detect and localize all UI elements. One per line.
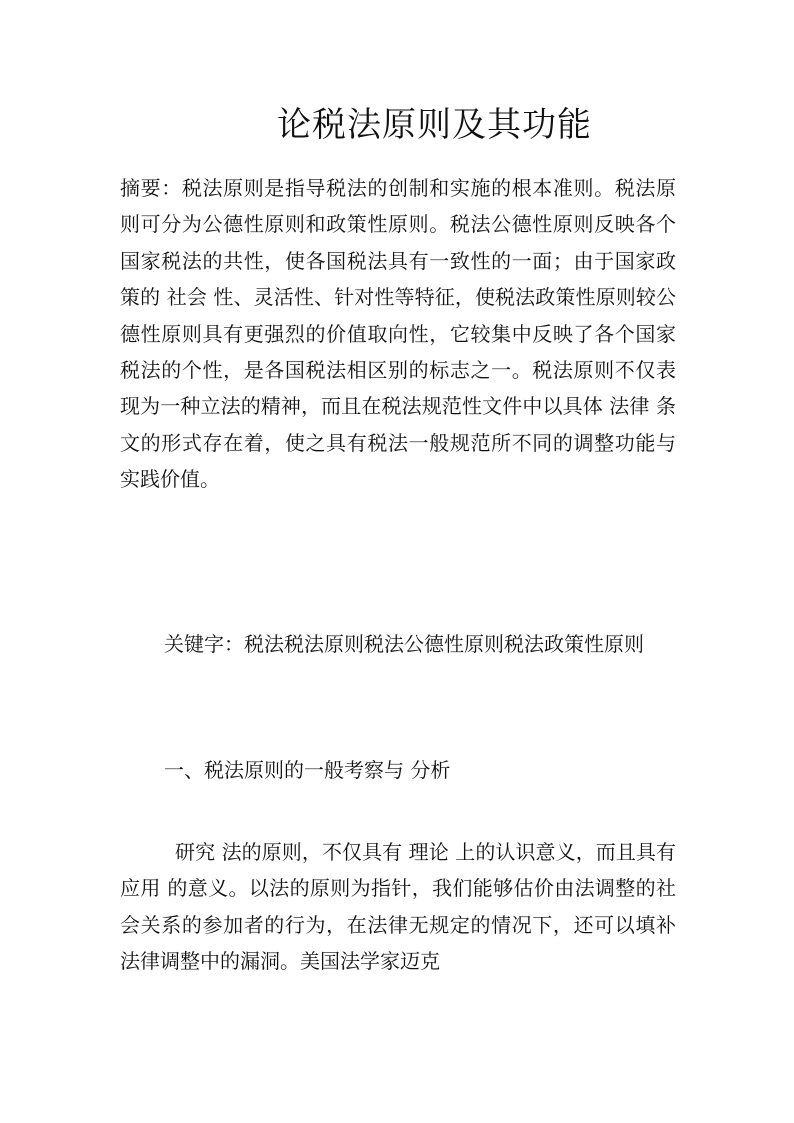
abstract-paragraph: 摘要：税法原则是指导税法的创制和实施的根本准则。税法原则可分为公德性原则和政策性原则。税法公德性原则反映各个国家税法的共性，使各国税法具有一致性的一面；由于国家政策的 社会 性、灵活性、针对性等特征，使税法政策性原则较公德性原则具有更强烈的价值取向性，它较集中反映了各个国家税法的个性，是各国税法相区别的标志之一。税法原则不仅表现为一种立法的精神，而且在税法规范性文件中以具体 法律 条文的形式存在着，使之具有税法一般规范所不同的调整功能与实践价值。 [120, 176, 676, 492]
keywords-paragraph: 关键字：税法税法原则税法公德性原则税法政策性原则 [164, 632, 644, 656]
document-title: 论税法原则及其功能 [277, 105, 592, 145]
section-heading: 一、税法原则的一般考察与 分析 [164, 758, 451, 782]
body-paragraph: 研究 法的原则，不仅具有 理论 上的认识意义，而且具有 应用 的意义。以法的原则为指针，我们能够估价由法调整的社会关系的参加者的行为，在法律无规定的情况下，还可以填补法律调整中的漏洞。美国法学家迈克 [120, 840, 676, 974]
